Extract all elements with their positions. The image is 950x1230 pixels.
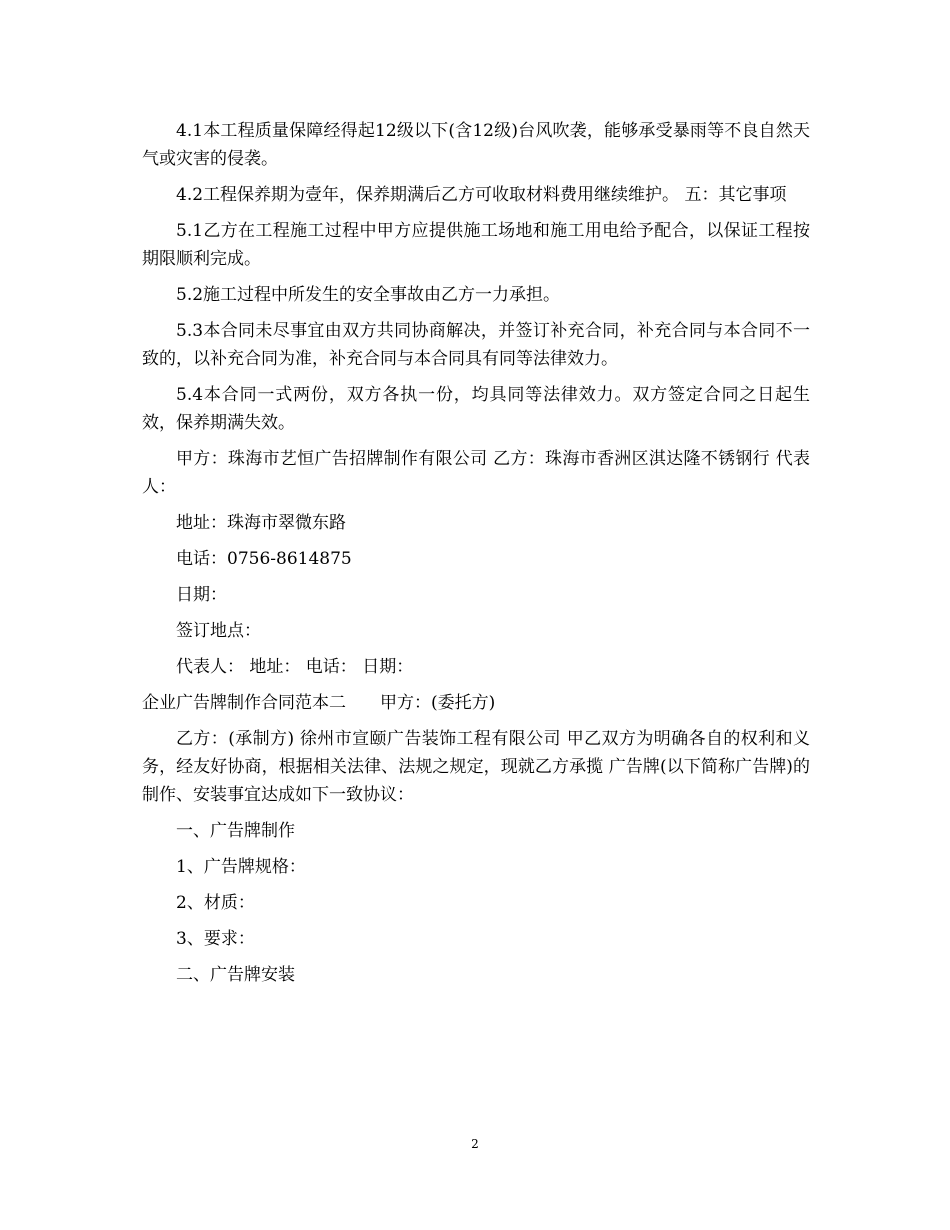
template-two-heading: 企业广告牌制作合同范本二 甲方：(委托方)	[142, 693, 496, 713]
section-two-heading: 二、广告牌安装	[176, 965, 295, 985]
paragraph-5-3: 5.3本合同未尽事宜由双方共同协商解决，并签订补充合同，补充合同与本合同不一致的，以补充合同为准，补充合同与本合同具有同等法律效力。	[142, 321, 810, 369]
signing-place-line: 签订地点：	[176, 621, 261, 641]
paragraph-5-2: 5.2施工过程中所发生的安全事故由乙方一力承担。	[176, 285, 561, 305]
item-requirements: 3、要求：	[176, 929, 255, 949]
page-number: 2	[471, 1137, 479, 1151]
address-line: 地址：珠海市翠微东路	[176, 513, 346, 533]
section-one-heading: 一、广告牌制作	[176, 821, 295, 841]
paragraph-5-1: 5.1乙方在工程施工过程中甲方应提供施工场地和施工用电给予配合，以保证工程按期限顺利完成。	[142, 221, 810, 269]
item-specification: 1、广告牌规格：	[176, 857, 306, 877]
paragraph-4-1: 4.1本工程质量保障经得起12级以下(含12级)台风吹袭，能够承受暴雨等不良自然天气或灾害的侵袭。	[142, 121, 810, 169]
representative-line: 代表人： 地址： 电话： 日期：	[176, 657, 414, 677]
document-body	[142, 117, 810, 997]
item-material: 2、材质：	[176, 893, 255, 913]
phone-line: 电话：0756-8614875	[176, 549, 352, 569]
party-a-b-line: 甲方：珠海市艺恒广告招牌制作有限公司 乙方：珠海市香洲区淇达隆不锈钢行 代表人：	[142, 449, 810, 497]
paragraph-4-2: 4.2工程保养期为壹年，保养期满后乙方可收取材料费用继续维护。 五：其它事项	[176, 185, 787, 205]
paragraph-5-4: 5.4本合同一式两份，双方各执一份，均具同等法律效力。双方签定合同之日起生效，保养期满失效。	[142, 385, 810, 433]
date-line: 日期：	[176, 585, 227, 605]
party-b-intro: 乙方：(承制方) 徐州市宣颐广告装饰工程有限公司 甲乙双方为明确各自的权利和义务，经友好协商，根据相关法律、法规之规定，现就乙方承揽 广告牌(以下简称广告牌)的制作、安装事宜达成如下一致协议：	[142, 729, 810, 805]
